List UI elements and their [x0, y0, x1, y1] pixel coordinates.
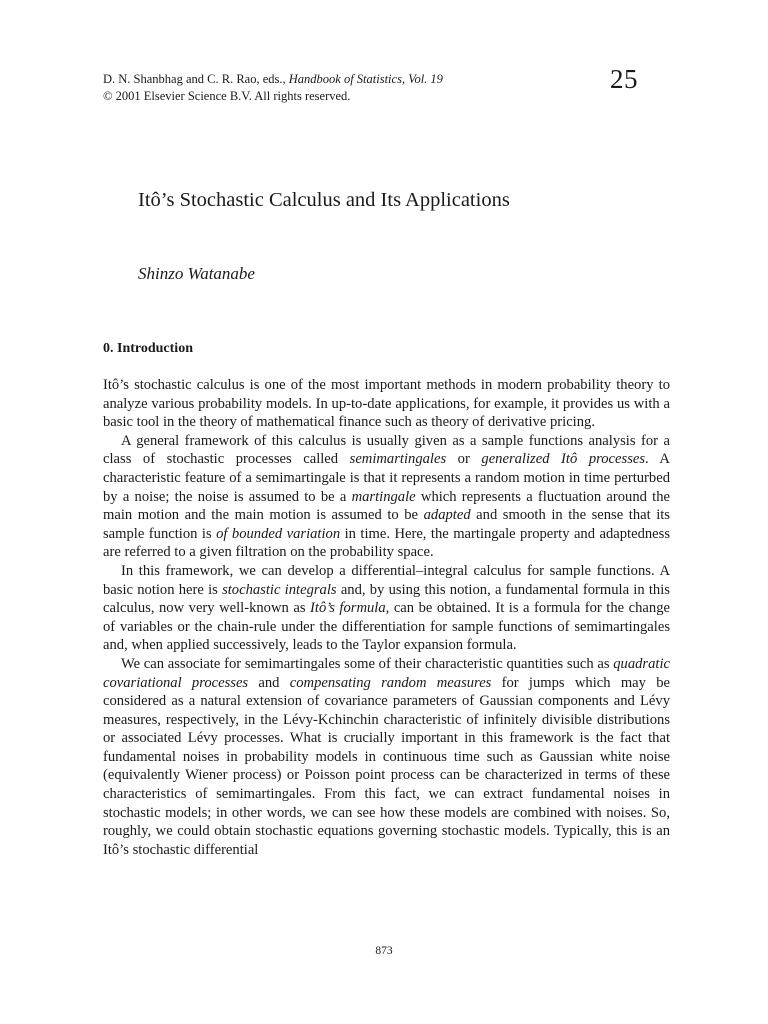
paragraph-text: or — [446, 451, 482, 468]
paragraph-text: and smooth in the sense that its sample function is — [103, 507, 670, 542]
body-text — [103, 376, 670, 859]
paragraph-2 — [103, 432, 670, 562]
paragraph-text: which represents a fluctuation around the main motion and the main motion is assumed to be — [103, 488, 670, 524]
paragraph-text: Itô’s stochastic calculus is one of the most important methods in modern probability theory to analyze various probability models. In up-to-date applications, for example, it provides us with a basic tool in the theory of mathematical finance such as theory of derivative pricing. — [103, 377, 670, 431]
paragraph-text: for jumps which may be considered as a natural extension of covariance parameters of Gaussian components and Lévy measures, respectively, in the Lévy-Kchinchin characteristic of infinitely divisible distributions or associated Lévy processes. What is crucially important in this framework is the fact that fundamental noises in probability models in continuous time such as Gaussian white noise (equivalently Wiener process) or Poisson point process can be characterized in terms of these characteristics of semimartingales. From this fact, we can extract fundamental noises in stochastic models; in other words, we can see how these models are combined with noises. So, roughly, we could obtain stochastic equations governing stochastic models. Typically, this is an Itô’s stochastic differential — [103, 674, 670, 858]
author-name: Shinzo Watanabe — [138, 264, 255, 283]
italic-term: of bounded variation — [216, 525, 341, 542]
copyright-line: © 2001 Elsevier Science B.V. All rights reserved. — [103, 89, 351, 103]
running-header — [103, 71, 573, 105]
italic-term: compensating random measures — [289, 674, 492, 691]
paragraph-text: In this framework, we can develop a differential–integral calculus for sample functions. A basic notion here is — [103, 562, 670, 598]
page-number: 873 — [375, 945, 393, 957]
italic-term: stochastic integrals — [222, 581, 337, 598]
paragraph-text: and, by using this notion, a fundamental formula in this calculus, now very well-known as — [103, 581, 670, 617]
italic-term: generalized Itô processes — [481, 451, 646, 468]
paragraph-text: A general framework of this calculus is usually given as a sample functions analysis for a class of stochastic processes called — [103, 432, 670, 468]
paragraph-text: We can associate for semimartingales some of their characteristic quantities such as — [121, 655, 614, 672]
article-title: Itô’s Stochastic Calculus and Its Applications — [138, 189, 510, 211]
paragraph-text: . A characteristic feature of a semimartingale is that it represents a random motion in time perturbed by a noise; the noise is assumed to be a — [103, 451, 670, 505]
italic-term: semimartingales — [349, 451, 447, 468]
paragraph-4 — [103, 655, 670, 860]
citation-editors: D. N. Shanbhag and C. R. Rao, eds., — [103, 72, 289, 86]
citation-book-title: Handbook of Statistics, Vol. 19 — [288, 72, 443, 86]
paragraph-text: and — [248, 674, 290, 691]
paragraph-1 — [103, 376, 670, 432]
paragraph-3 — [103, 562, 670, 655]
italic-term: quadratic covariational processes — [103, 655, 670, 691]
citation-line — [103, 71, 573, 88]
italic-term: adapted — [423, 507, 471, 524]
italic-term: Itô’s formula — [310, 600, 386, 617]
section-heading: 0. Introduction — [103, 341, 193, 356]
italic-term: martingale — [351, 488, 416, 505]
chapter-number: 25 — [610, 64, 638, 94]
paragraph-text: , can be obtained. It is a formula for the change of variables or the chain-rule under the differentiation for sample functions of semimartingales and, when applied successively, leads to the Taylor expansion formula. — [103, 600, 670, 654]
paragraph-text: in time. Here, the martingale property and adaptedness are referred to a given filtration on the probability space. — [103, 525, 670, 561]
